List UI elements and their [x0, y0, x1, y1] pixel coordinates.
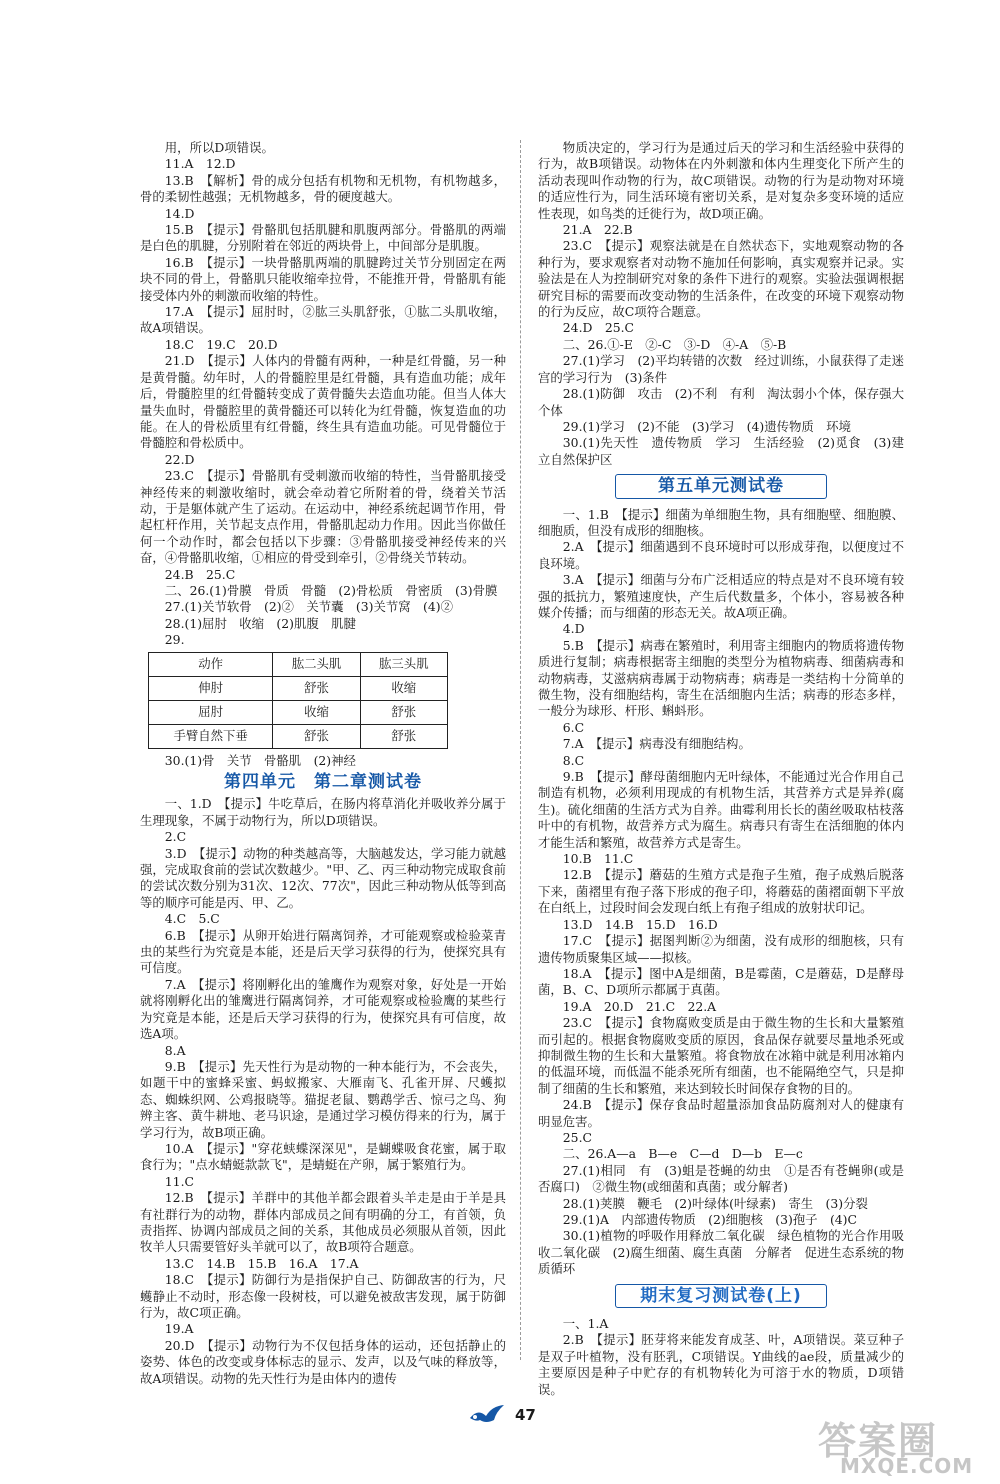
answer-line: 30.(1)骨 关节 骨骼肌 (2)神经 [164, 752, 356, 768]
answer-line: 17.A 【提示】屈肘时，②肱三头肌舒张，①肱二头肌收缩，故A项错误。 [140, 304, 506, 336]
table-cell: 收缩 [273, 700, 360, 724]
answer-line: 28.(1)荚膜 鞭毛 (2)叶绿体(叶绿素) 寄生 (3)分裂 [562, 1195, 868, 1211]
answer-line: 15.B 【提示】骨骼肌包括肌腱和肌腹两部分。骨骼肌的两端是白色的肌腱，分别附着在邻近的两块骨上，中间部分是肌腹。 [140, 222, 506, 254]
table-header-cell: 动作 [149, 652, 273, 676]
answer-line: 4.D [562, 621, 585, 637]
answer-line: 27.(1)关节软骨 (2)② 关节囊 (3)关节窝 (4)② [164, 599, 453, 615]
watermark-url: MXQE.COM [840, 1454, 974, 1478]
table-cell: 屈肘 [149, 700, 273, 724]
answer-line: 二、26.(1)骨膜 骨质 骨髓 (2)骨松质 骨密质 (3)骨膜 [164, 582, 498, 598]
table-row [149, 724, 448, 748]
answer-line: 一、1.B 【提示】细菌为单细胞生物，具有细胞壁、细胞膜、细胞质，但没有成形的细胞核。 [538, 506, 904, 538]
answer-line: 27.(1)相同 有 (3)蛆是苍蝇的幼虫 ①是否有苍蝇卵(或是否腐口) ②微生物(或细菌和真菌；或分解者) [538, 1162, 904, 1195]
right-answers [538, 140, 904, 468]
answer-line: 9.B 【提示】酵母菌细胞内无叶绿体，不能通过光合作用自己制造有机物，必须利用现成的有机物生活，其营养方式是异养(腐生)。硫化细菌的生活方式为自养。曲霉利用长长的菌丝吸取枯枝落叶中的有机物，故营养方式为腐生。病毒只有寄生在活细胞的体内才能生活和繁殖，故营养方式是寄生。 [538, 769, 904, 850]
right-answers-2 [538, 507, 904, 1278]
section-heading-unit4-ch2: 第四单元 第二章测试卷 [224, 772, 422, 792]
answer-line: 一、1.D 【提示】牛吃草后，在肠内将草消化并吸收养分属于生理现象，不属于动物行为，所以D项错误。 [140, 796, 506, 828]
answer-line: 13.C 14.B 15.B 16.A 17.A [164, 1255, 359, 1271]
answer-line: 18.C 19.C 20.D [164, 336, 278, 352]
right-column [538, 140, 904, 1398]
answer-line: 16.B 【提示】一块骨骼肌两端的肌腱跨过关节分别固定在两块不同的骨上，骨骼肌只能收缩牵拉骨，不能推开骨，骨骼肌有能接受体内外的刺激而收缩的特性。 [140, 254, 506, 303]
answer-line: 3.D 【提示】动物的种类越高等，大脑越发达，学习能力就越强，完成取食前的尝试次数越少。"甲、乙、丙三种动物完成取食前的尝试次数分别为31次、12次、77次"，因此三种动物从低等到高等的顺序可能是丙、甲、乙。 [140, 845, 506, 910]
table-cell: 手臂自然下垂 [149, 724, 273, 748]
answer-line: 8.A [164, 1042, 186, 1058]
answer-line: 一、1.A [562, 1316, 609, 1332]
answer-line: 18.A 【提示】图中A是细菌，B是霉菌，C是蘑菇，D是酵母菌，B、C、D项所示都属于真菌。 [538, 965, 904, 998]
answer-line: 22.D [164, 451, 195, 467]
answer-line: 11.A 12.D [164, 156, 236, 172]
answer-line: 24.D 25.C [562, 320, 635, 336]
answer-line: 30.(1)先天性 遗传物质 学习 生活经验 (2)觅食 (3)建立自然保护区 [538, 435, 904, 467]
answer-line: 6.C [562, 719, 585, 735]
answer-line: 23.C 【提示】观察法就是在自然状态下，实地观察动物的各种行为，要求观察者对动物不施加任何影响，真实观察并记录。实验法是在人为控制研究对象的条件下进行的观察。实验法强调根据研究目标的需要而改变动物的生活条件，在改变的环境下观察动物的行为反应，故C项符合题意。 [538, 238, 904, 320]
answer-line: 二、26.A—a B—e C—d D—b E—c [562, 1146, 803, 1162]
table-cell: 收缩 [360, 676, 447, 700]
table-cell: 舒张 [360, 700, 447, 724]
answer-line: 19.A [164, 1321, 194, 1337]
answer-line: 7.A 【提示】将刚孵化出的雏鹰作为观察对象，好处是一开始就将刚孵化出的雏鹰进行隔离饲养，才可能观察或检验鹰的某些行为究竟是本能，还是后天学习获得的行为，使探究具有可信度，故选A项。 [140, 976, 506, 1042]
answer-line: 17.C 【提示】据图判断②为细菌，没有成形的细胞核，只有遗传物质聚集区域——拟核。 [538, 933, 904, 965]
answer-line: 2.A 【提示】细菌遇到不良环境时可以形成芽孢，以便度过不良环境。 [538, 539, 904, 571]
answer-line: 29.(1)A 内部遗传物质 (2)细胞核 (3)孢子 (4)C [562, 1212, 857, 1227]
answer-line: 7.A 【提示】病毒没有细胞结构。 [562, 736, 751, 752]
answer-line: 24.B 【提示】保存食品时超量添加食品防腐剂对人的健康有明显危害。 [538, 1097, 904, 1129]
answer-line: 2.C [164, 829, 187, 845]
watermark [812, 1410, 988, 1480]
answer-line: 25.C [562, 1129, 592, 1145]
section-heading-unit5: 第五单元测试卷 [615, 474, 827, 498]
answer-line: 用，所以D项错误。 [164, 140, 274, 155]
left-column [140, 140, 506, 1387]
answer-line: 28.(1)防御 攻击 (2)不利 有利 淘汰弱小个体，保存强大个体 [538, 386, 904, 418]
answer-line: 27.(1)学习 (2)平均转错的次数 经过训练，小鼠获得了走迷宫的学习行为 (3)条件 [538, 353, 904, 385]
section-heading-final-review: 期末复习测试卷(上) [615, 1284, 827, 1308]
page-number: 47 [515, 1406, 536, 1424]
answer-line: 23.C 【提示】骨骼肌有受刺激而收缩的特性，当骨骼肌接受神经传来的刺激收缩时，就会牵动着它所附着的骨，绕着关节活动，于是躯体就产生了运动。在运动中，神经系统起调节作用，骨起杠杆作用，关节起支点作用，骨骼肌起动力作用。因此当你做任何一个动作时，都会包括以下步骤：③骨骼肌接受神经传来的兴奋，④骨骼肌收缩，①相应的骨受到牵引，②骨绕关节转动。 [140, 468, 506, 566]
answer-line: 21.D 【提示】人体内的骨髓有两种，一种是红骨髓，另一种是黄骨髓。幼年时，人的骨髓腔里是红骨髓，具有造血功能；成年后，骨髓腔里的红骨髓转变成了黄骨髓失去造血功能。但当人体大量失血时，骨髓腔里的黄骨髓还可以转化为红骨髓，恢复造血的功能。在人的骨松质里有红骨髓，终生具有造血功能。可见骨髓位于骨髓腔和骨松质中。 [140, 353, 506, 451]
muscle-table [148, 652, 448, 749]
answer-line: 10.A 【提示】"穿花蛱蝶深深见"，是蝴蝶吸食花蜜，属于取食行为；"点水蜻蜓款款飞"，是蜻蜓在产卵，属于繁殖行为。 [140, 1140, 506, 1173]
answer-line: 24.B 25.C [164, 566, 236, 582]
answer-line: 3.A 【提示】细菌与分布广泛相适应的特点是对不良环境有较强的抵抗力，繁殖速度快，产生后代数量多，个体小，容易被各种媒介传播；而与细菌的形态无关。故A项正确。 [538, 572, 904, 620]
left-answers-3 [140, 796, 506, 1387]
answer-line: 28.(1)屈肘 收缩 (2)肌腹 肌腱 [164, 615, 356, 631]
table-cell: 伸肘 [149, 676, 273, 700]
answer-line: 13.D 14.B 15.D 16.D [562, 916, 718, 932]
answer-line: 物质决定的，学习行为是通过后天的学习和生活经验中获得的行为，故B项错误。动物体在内外刺激和体内生理变化下所产生的活动表现叫作动物的行为，故C项错误。动物的行为是动物对环境的适应性行为，同生活环境有密切关系，是对复杂多变环境的适应性表现，如鸟类的迁徙行为，故D项正确。 [538, 140, 904, 221]
bird-logo-icon [468, 1402, 508, 1424]
left-answers [140, 140, 506, 649]
left-answers-2 [140, 753, 506, 769]
answer-line: 11.C [164, 1173, 194, 1189]
answer-line: 5.B 【提示】病毒在繁殖时，利用寄主细胞内的物质将遗传物质进行复制；病毒根据寄主细胞的类型分为植物病毒、细菌病毒和动物病毒，艾滋病病毒属于动物病毒；病毒是一类结构十分简单的微生物，没有细胞结构，寄生在活细胞内生活；病毒的形态多样，一般分为球形、杆形、蝌蚪形。 [538, 637, 904, 719]
table-header-cell: 肱二头肌 [273, 652, 360, 676]
answer-line: 2.B 【提示】胚芽将来能发育成茎、叶，A项错误。菜豆种子是双子叶植物，没有胚乳，C项错误。Y曲线的ae段，质量减少的主要原因是种子中贮存的有机物转化为可溶于水的物质，D项错误。 [538, 1332, 904, 1397]
answer-line: 20.D 【提示】动物行为不仅包括身体的运动，还包括静止的姿势、体色的改变或身体标志的显示、发声，以及气味的释放等，故A项错误。动物的先天性行为是由体内的遗传 [140, 1337, 506, 1386]
table-row [149, 676, 448, 700]
answer-line: 12.B 【提示】羊群中的其他羊都会跟着头羊走是由于羊是具有社群行为的动物，群体内部成员之间有明确的分工，有首领，负责指挥、协调内部成员之间的关系，其他成员必须服从首领，因此牧羊人只需要管好头羊就可以了，故B项符合题意。 [140, 1190, 506, 1255]
answer-line: 19.A 20.D 21.C 22.A [562, 998, 717, 1014]
answer-line: 4.C 5.C [164, 911, 220, 927]
table-header-cell: 肱三头肌 [360, 652, 447, 676]
answer-line: 10.B 11.C [562, 851, 634, 867]
answer-line: 6.B 【提示】从卵开始进行隔离饲养，才可能观察或检验菜青虫的某些行为究竟是本能，还是后天学习获得的行为，使探究具有可信度。 [140, 927, 506, 976]
table-cell: 舒张 [273, 676, 360, 700]
answer-line: 14.D [164, 205, 195, 221]
answer-line: 12.B 【提示】蘑菇的生殖方式是孢子生殖，孢子成熟后脱落下来，菌褶里有孢子落下形成的孢子印，将蘑菇的菌褶面朝下平放在白纸上，过段时间会发现白纸上有孢子组成的放射状印记。 [538, 867, 904, 916]
answer-line: 29.(1)学习 (2)不能 (3)学习 (4)遗传物质 环境 [562, 418, 851, 434]
answer-line: 21.A 22.B [562, 222, 633, 238]
answer-line: 29. [164, 632, 185, 648]
table-header-row [149, 652, 448, 676]
table-cell: 舒张 [273, 724, 360, 748]
table-row [149, 700, 448, 724]
answer-line: 二、26.①-E ②-C ③-D ④-A ⑤-B [562, 336, 787, 352]
watermark-text: 答案圈 [818, 1419, 939, 1463]
right-answers-3 [538, 1316, 904, 1398]
answer-line: 13.B 【解析】骨的成分包括有机物和无机物，有机物越多，骨的柔韧性越强；无机物越多，骨的硬度越大。 [140, 172, 506, 205]
answer-line: 30.(1)植物的呼吸作用释放二氧化碳 绿色植物的光合作用吸收二氧化碳 (2)腐生细菌、腐生真菌 分解者 促进生态系统的物质循环 [538, 1228, 904, 1277]
table-cell: 舒张 [360, 724, 447, 748]
answer-line: 23.C 【提示】食物腐败变质是由于微生物的生长和大量繁殖而引起的。根据食物腐败变质的原因，食品保存就要尽量地杀死或抑制微生物的生长和大量繁殖。将食物放在冰箱中就是利用冰箱内的低温环境，而低温不能杀死所有细菌，也不能隔绝空气，只是抑制了细菌的生长和繁殖，来达到较长时间保存食物的目的。 [538, 1015, 904, 1096]
answer-line: 8.C [562, 752, 585, 768]
answer-line: 18.C 【提示】防御行为是指保护自己、防御敌害的行为，尺蠖静止不动时，形态像一段树枝，可以避免被敌害发现，属于防御行为，故C项正确。 [140, 1272, 506, 1320]
answer-line: 9.B 【提示】先天性行为是动物的一种本能行为，不会丧失，如题干中的蜜蜂采蜜、蚂蚁搬家、大雁南飞、孔雀开屏、尺蠖拟态、蜘蛛织网、公鸡报晓等。猫捉老鼠、鹦鹉学舌、惊弓之鸟、狗辨主客、黄牛耕地、老马识途，是通过学习模仿得来的行为，属于学习行为，故B项正确。 [140, 1058, 506, 1140]
column-divider [520, 140, 521, 1360]
